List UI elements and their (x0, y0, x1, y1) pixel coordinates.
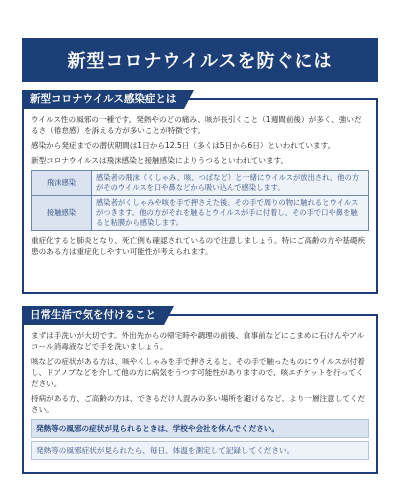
contact-infection-desc: 感染者がくしゃみや咳を手で押さえた後、その手で周りの物に触れるとウイルスがつきます。他の方がそれを触るとウイルスが手に付着し、その手で口や鼻を触ると粘膜から感染します。 (92, 196, 369, 231)
cough-etiquette-paragraph: 咳などの症状がある方は、咳やくしゃみを手で押さえると、その手で触ったものにウイルスが付着し、ドアノブなどを介して他の方に病気をうつす可能性がありますので、咳エチケットを行ってください。 (31, 357, 365, 388)
section-heading-about: 新型コロナウイルス感染症とは (22, 90, 184, 109)
severity-paragraph: 重症化すると肺炎となり、死亡例も確認されているので注意しましょう。特にご高齢の方や基礎疾患のある方は重症化しやすい可能性が考えられます。 (31, 236, 366, 256)
contact-infection-label: 接触感染 (32, 196, 92, 231)
incubation-paragraph: 感染から発症までの潜伏期間は1日から12.5日（多くは5日から6日）といわれています。 (31, 141, 336, 150)
section-heading-daily: 日常生活で気を付けること (22, 306, 164, 325)
temperature-notice: 発熱等の風邪症状が見られたら、毎日、体温を測定して記録してください。 (31, 441, 369, 460)
section-daily-life (22, 309, 378, 474)
handwash-paragraph: まずは手洗いが大切です。外出先からの帰宅時や調理の前後、食事前などにこまめに石けんやアルコール消毒液などで手を洗いましょう。 (31, 331, 365, 351)
droplet-infection-label: 飛沫感染 (32, 171, 92, 196)
infection-route-table (31, 170, 369, 231)
section-about-covid (22, 93, 378, 294)
transmission-paragraph: 新型コロナウイルスは飛沫感染と接触感染によりうつるといわれています。 (31, 156, 289, 165)
intro-paragraph: ウイルス性の風邪の一種です。発熱やのどの痛み、咳が長引くこと（1週間前後）が多く、強いだるさ（倦怠感）を訴える方が多いことが特徴です。 (31, 115, 362, 135)
droplet-infection-desc: 感染者の飛沫（くしゃみ、咳、つばなど）と一緒にウイルスが放出され、他の方がそのウイルスを口や鼻などから吸い込んで感染します。 (92, 171, 369, 196)
table-row (32, 171, 369, 196)
page-title: 新型コロナウイルスを防ぐには (22, 38, 378, 82)
stay-home-notice: 発熱等の風邪の症状が見られるときは、学校や会社を休んでください。 (31, 419, 369, 438)
table-row (32, 196, 369, 231)
high-risk-paragraph: 持病がある方、ご高齢の方は、できるだけ人混みの多い場所を避けるなど、より一層注意してください。 (31, 394, 366, 414)
